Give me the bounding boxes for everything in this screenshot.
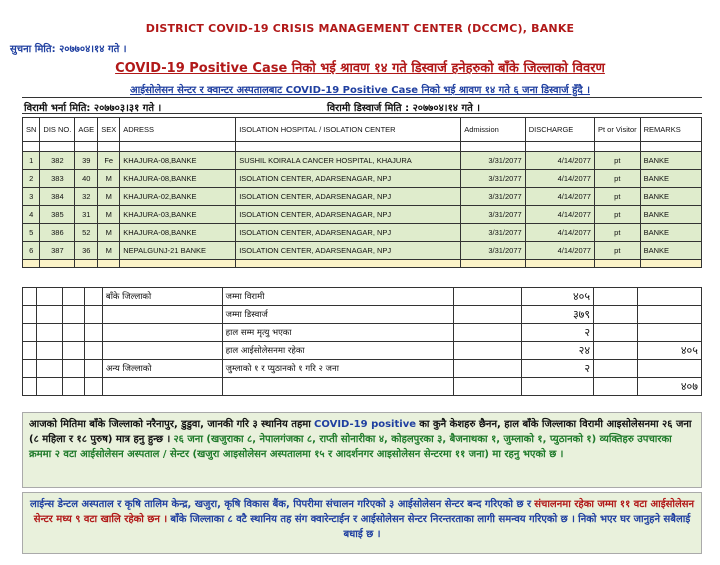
- cell-sn: 4: [23, 206, 40, 224]
- cell-address: KHAJURA-08,BANKE: [120, 170, 236, 188]
- cell-remarks: BANKE: [640, 206, 701, 224]
- summary-label: हाल आईसोलेसनमा रहेका: [222, 342, 454, 360]
- para2-part4: निको भएर घर जानुहने सबैलाई बधाई छ ।: [343, 514, 691, 540]
- summary-total-row: [23, 378, 702, 396]
- summary-row: [23, 360, 702, 378]
- cell-dis: 382: [40, 152, 75, 170]
- cell-pt: pt: [594, 188, 640, 206]
- cell-center: ISOLATION CENTER, ADARSENAGAR, NPJ: [236, 188, 461, 206]
- cell-admission: 3/31/2077: [461, 224, 525, 242]
- cell-age: 52: [75, 224, 98, 242]
- cell-remarks: BANKE: [640, 188, 701, 206]
- cell-address: KHAJURA-08,BANKE: [120, 224, 236, 242]
- cell-dis: 385: [40, 206, 75, 224]
- cell-sn: 5: [23, 224, 40, 242]
- summary-value: ४०५: [522, 288, 594, 306]
- cell-remarks: BANKE: [640, 224, 701, 242]
- sub-heading: आईसोलेसन सेन्टर र क्वान्टर अस्पतालबाट COVID-19 Positive Case निको भई श्रावण १४ गते ६ जना डिस्वार्ज हुँदै ।: [130, 85, 590, 96]
- cell-sex: M: [98, 170, 120, 188]
- cell-discharge: 4/14/2077: [525, 188, 594, 206]
- col-discharge: DISCHARGE: [525, 118, 594, 142]
- table-row: [23, 206, 702, 224]
- table-divider: [23, 260, 702, 268]
- col-sn: SN: [23, 118, 40, 142]
- cell-admission: 3/31/2077: [461, 188, 525, 206]
- cell-sex: M: [98, 188, 120, 206]
- cell-sex: Fe: [98, 152, 120, 170]
- cell-center: SUSHIL KOIRALA CANCER HOSPITAL, KHAJURA: [236, 152, 461, 170]
- dates-row: [22, 97, 702, 114]
- cell-sn: 3: [23, 188, 40, 206]
- cell-center: ISOLATION CENTER, ADARSENAGAR, NPJ: [236, 170, 461, 188]
- cell-pt: pt: [594, 170, 640, 188]
- closing-paragraph: [22, 492, 702, 554]
- cell-admission: 3/31/2077: [461, 242, 525, 260]
- summary-value: ३७९: [522, 306, 594, 324]
- admit-date: विरामी भर्ना मिति: २०७७०३।३१ गते ।: [24, 103, 162, 114]
- table-row: [23, 224, 702, 242]
- cell-sn: 6: [23, 242, 40, 260]
- summary-label: जुम्लाको १ र प्युठानको १ गरि २ जना: [222, 360, 454, 378]
- cell-remarks: BANKE: [640, 242, 701, 260]
- summary-value: २४: [522, 342, 594, 360]
- discharge-table: [22, 117, 702, 268]
- col-admission: Admission: [461, 118, 525, 142]
- para1-part2: COVID-19 positive: [314, 419, 416, 430]
- cell-pt: pt: [594, 152, 640, 170]
- cell-age: 36: [75, 242, 98, 260]
- summary-row: [23, 342, 702, 360]
- summary-value: २: [522, 360, 594, 378]
- main-heading: COVID-19 Positive Case निको भई श्रावण १४ गते डिस्वार्ज हनेहरुको बाँके जिल्लाको विवरण: [115, 61, 605, 76]
- cell-age: 39: [75, 152, 98, 170]
- cell-address: KHAJURA-03,BANKE: [120, 206, 236, 224]
- cell-pt: pt: [594, 206, 640, 224]
- cell-admission: 3/31/2077: [461, 170, 525, 188]
- cell-dis: 384: [40, 188, 75, 206]
- summary-row: [23, 324, 702, 342]
- col-sex: SEX: [98, 118, 120, 142]
- cell-discharge: 4/14/2077: [525, 224, 594, 242]
- summary-label: जम्मा डिस्वार्ज: [222, 306, 454, 324]
- col-dis-no: DIS NO.: [40, 118, 75, 142]
- banke-label: बाँके जिल्लाको: [102, 288, 222, 306]
- para2-part1: लाईन्स डेन्टल अस्पताल र कृषि तालिम केन्द्र, खजुरा, कृषि विकास बैंक, पिपरीमा संचालन गरिएको ३ आईसोलेसन सेन्टर बन्द गरिएको छ र: [29, 499, 532, 510]
- cell-sn: 1: [23, 152, 40, 170]
- para1-part3: का कुनै केशहरु छैनन, हाल बाँके जिल्लाका विरामी आइसोलेसनमा २६ जना (८ महिला र १८ पुरुष) मात्र हनु हुन्छ ।: [29, 419, 692, 445]
- cell-discharge: 4/14/2077: [525, 152, 594, 170]
- discharge-date: विरामी डिस्वार्ज मिति : २०७७०४।१४ गते ।: [327, 103, 481, 114]
- other-label: अन्य जिल्लाको: [102, 360, 222, 378]
- summary-total: ४०७: [638, 378, 702, 396]
- cell-remarks: BANKE: [640, 170, 701, 188]
- document-title: DISTRICT COVID-19 CRISIS MANAGEMENT CENTER (DCCMC), BANKE: [145, 22, 575, 35]
- cell-age: 31: [75, 206, 98, 224]
- table-header-row: [23, 118, 702, 142]
- table-row: [23, 152, 702, 170]
- cell-address: KHAJURA-02,BANKE: [120, 188, 236, 206]
- col-pt-visitor: Pt or Visitor: [594, 118, 640, 142]
- cell-dis: 386: [40, 224, 75, 242]
- cell-discharge: 4/14/2077: [525, 170, 594, 188]
- summary-row: [23, 306, 702, 324]
- cell-center: ISOLATION CENTER, ADARSENAGAR, NPJ: [236, 206, 461, 224]
- cell-sn: 2: [23, 170, 40, 188]
- summary-table: [22, 287, 702, 396]
- summary-label: जम्मा विरामी: [222, 288, 454, 306]
- cell-center: ISOLATION CENTER, ADARSENAGAR, NPJ: [236, 224, 461, 242]
- cell-age: 32: [75, 188, 98, 206]
- col-remarks: REMARKS: [640, 118, 701, 142]
- summary-extra: ४०५: [638, 342, 702, 360]
- table-row: [23, 242, 702, 260]
- cell-remarks: BANKE: [640, 152, 701, 170]
- col-address: ADRESS: [120, 118, 236, 142]
- cell-discharge: 4/14/2077: [525, 242, 594, 260]
- cell-address: KHAJURA-08,BANKE: [120, 152, 236, 170]
- cell-center: ISOLATION CENTER, ADARSENAGAR, NPJ: [236, 242, 461, 260]
- table-spacer: [23, 142, 702, 152]
- cell-age: 40: [75, 170, 98, 188]
- cell-sex: M: [98, 242, 120, 260]
- para1-part1: आजको मितिमा बाँके जिल्लाको नरैनापुर, डुडुवा, जानकी गरि ३ स्थानिय तहमा: [29, 419, 311, 430]
- table-row: [23, 170, 702, 188]
- cell-pt: pt: [594, 224, 640, 242]
- notice-date: सुचना मिति: २०७७०४।१४ गते ।: [10, 44, 127, 55]
- cell-dis: 387: [40, 242, 75, 260]
- para1-part4: २६ जना (खजुराका ८, नेपालगंजका ८, राप्ती सोनारीका ४, कोहलपुरका ३, बैजनाथका १, जुम्लाको १, प्युठानको १) व्यक्तिहरु उपचारका क्रममा २ वटा आईसोलेसन अस्पताल / सेन्टर (खजुरा आइसोलेसन अस्पतालमा १५ र आदर्शनगर आइसोलेसन सेन्टरमा ११ जना) मा रहनु भएको छ ।: [29, 434, 672, 460]
- para2-part3: बाँके जिल्लाका ८ वटै स्थानिय तह संग क्वारेन्टाईन र आईसोलेसन सेन्टर निरन्तरताका लागी समन्वय गरिएको छ ।: [170, 514, 575, 525]
- table-row: [23, 188, 702, 206]
- para2-part2: संचालनमा रहेका जम्मा ११ वटा आईसोलेसन सेन्टर मध्य ९ वटा खालि रहेको छन ।: [33, 499, 695, 525]
- cell-discharge: 4/14/2077: [525, 206, 594, 224]
- summary-label: हाल सम्म मृत्यु भएका: [222, 324, 454, 342]
- summary-value: २: [522, 324, 594, 342]
- summary-row: [23, 288, 702, 306]
- cell-admission: 3/31/2077: [461, 206, 525, 224]
- col-center: ISOLATION HOSPITAL / ISOLATION CENTER: [236, 118, 461, 142]
- col-age: AGE: [75, 118, 98, 142]
- cell-admission: 3/31/2077: [461, 152, 525, 170]
- cell-sex: M: [98, 206, 120, 224]
- cell-address: NEPALGUNJ-21 BANKE: [120, 242, 236, 260]
- cell-sex: M: [98, 224, 120, 242]
- cell-pt: pt: [594, 242, 640, 260]
- cell-dis: 383: [40, 170, 75, 188]
- summary-paragraph: [22, 412, 702, 488]
